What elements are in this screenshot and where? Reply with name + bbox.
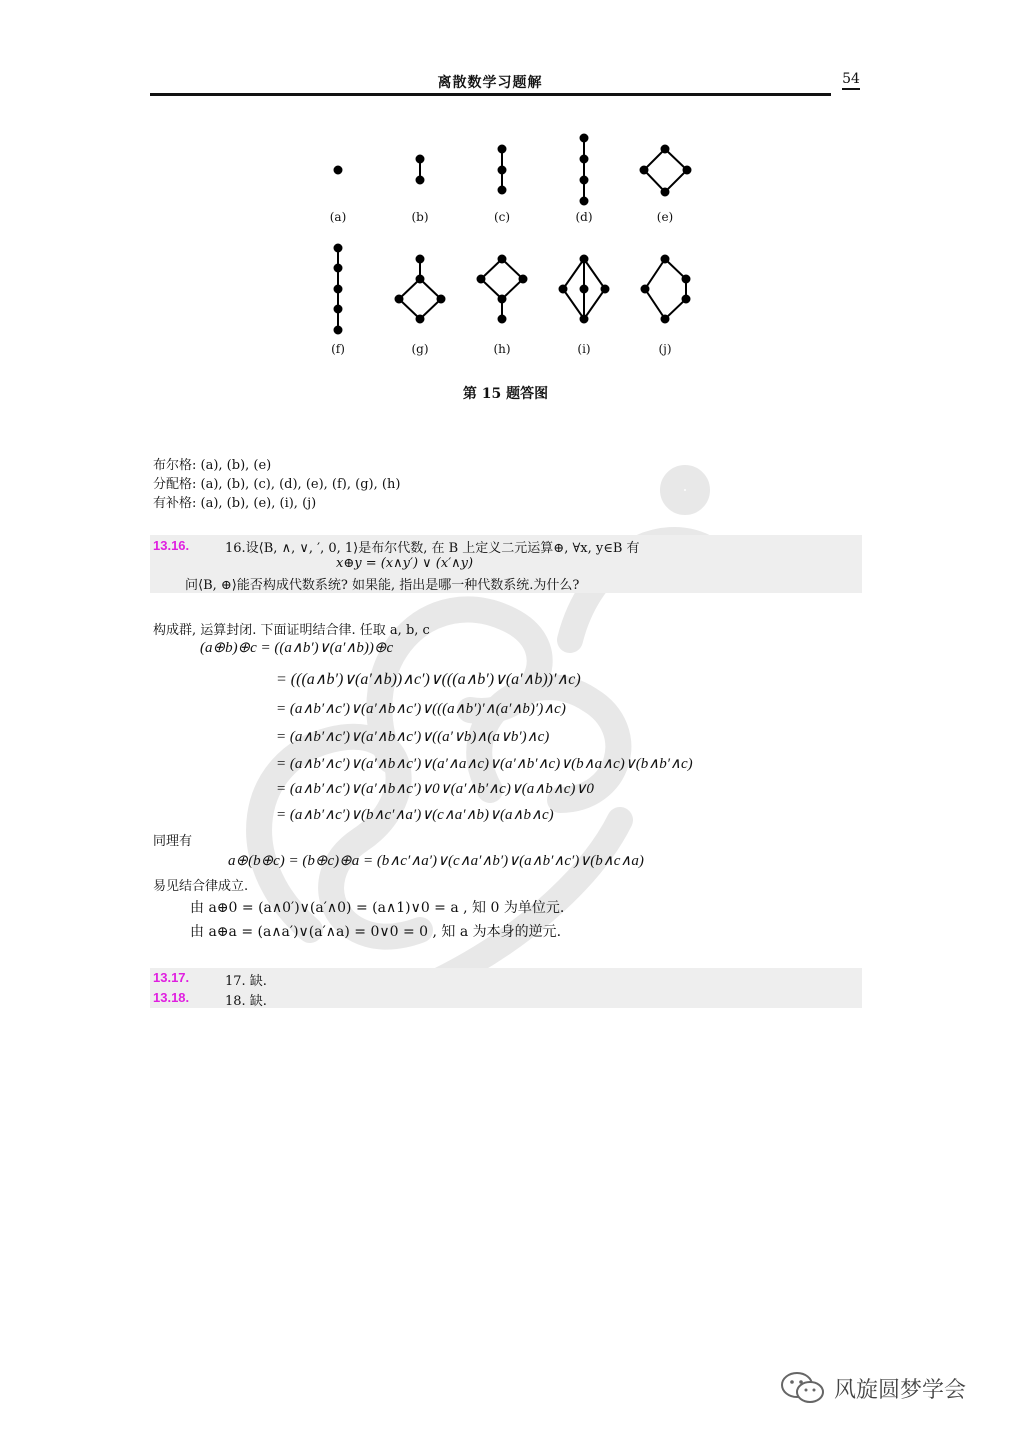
- proof-intro: 构成群, 运算封闭. 下面证明结合律. 任取 a, b, c: [153, 623, 430, 638]
- lattice-b-node: [417, 156, 424, 163]
- lattice-c-node: [499, 187, 506, 194]
- lattice-i-node: [602, 286, 609, 293]
- lattice-j-node: [683, 296, 690, 303]
- figure-label-a: (a): [329, 210, 347, 224]
- lattice-g-node: [417, 276, 424, 283]
- question-16-line3: 问⟨B, ⊕⟩能否构成代数系统? 如果能, 指出是哪一种代数系统.为什么?: [185, 578, 580, 593]
- figure-label-d: (d): [575, 210, 593, 224]
- lattice-f-node: [335, 265, 342, 272]
- lattice-f-node: [335, 306, 342, 313]
- lattice-i-node: [581, 316, 588, 323]
- lattice-b-node: [417, 177, 424, 184]
- figure-label-e: (e): [656, 210, 674, 224]
- answer-complemented-lattices: 有补格: (a), (b), (e), (i), (j): [153, 496, 317, 511]
- proof-equation-3: = (a∧b′∧c′)∨(a′∧b∧c′)∨((a′∨b)∧(a∨b′)∧c): [276, 729, 550, 745]
- lattice-h-node: [520, 276, 527, 283]
- figure-label-i: (i): [577, 342, 591, 356]
- lattice-d-node: [581, 156, 588, 163]
- lattice-h-node: [499, 296, 506, 303]
- footer-logo: [780, 1370, 966, 1406]
- lattice-g-node: [438, 296, 445, 303]
- proof-associativity: 易见结合律成立.: [153, 879, 249, 894]
- lattice-h-node: [499, 256, 506, 263]
- lattice-j-node: [642, 286, 649, 293]
- lattice-e-node: [641, 167, 648, 174]
- lattice-d-node: [581, 198, 588, 205]
- proof-equation-4: = (a∧b′∧c′)∨(a′∧b∧c′)∨(a′∧a∧c)∨(a′∧b′∧c)∨(b∧a∧c)∨(b∧b′∧c): [276, 756, 693, 772]
- page-header-title: 离散数学习题解: [437, 75, 543, 91]
- lattice-d-node: [581, 135, 588, 142]
- proof-equation-7: a⊕(b⊕c) = (b⊕c)⊕a = (b∧c′∧a′)∨(c∧a′∧b′)∨(a∧b′∧c′)∨(b∧c∧a): [228, 853, 644, 869]
- figure-label-b: (b): [411, 210, 429, 224]
- question-17-number: 13.17.: [153, 970, 190, 985]
- page-number: 54: [842, 71, 860, 90]
- question-16-formula: x⊕y = (x∧y′) ∨ (x′∧y): [336, 556, 474, 571]
- lattice-c-node: [499, 146, 506, 153]
- proof-identity-element: 由 a⊕0 = (a∧0′)∨(a′∧0) = (a∧1)∨0 = a , 知 0 为单位元.: [190, 900, 565, 916]
- proof-equation-1: = (((a∧b′)∨(a′∧b))∧c′)∨(((a∧b′)∨(a′∧b))′∧c): [276, 671, 581, 688]
- answer-distributive-lattices: 分配格: (a), (b), (c), (d), (e), (f), (g), (h): [153, 477, 401, 492]
- proof-equation-6: = (a∧b′∧c′)∨(b∧c′∧a′)∨(c∧a′∧b)∨(a∧b∧c): [276, 807, 554, 823]
- lattice-j-node: [662, 256, 669, 263]
- lattice-f-node: [335, 286, 342, 293]
- lattice-j-node: [683, 276, 690, 283]
- figure-label-c: (c): [493, 210, 511, 224]
- lattice-i-node: [581, 256, 588, 263]
- lattice-h-node: [478, 276, 485, 283]
- lattice-g-node: [417, 316, 424, 323]
- proof-equation-0: (a⊕b)⊕c = ((a∧b′)∨(a′∧b))⊕c: [200, 640, 394, 656]
- lattice-f-node: [335, 245, 342, 252]
- lattice-c-node: [499, 167, 506, 174]
- question-17-text: 17. 缺.: [225, 974, 267, 989]
- lattice-i-node: [560, 286, 567, 293]
- lattice-h-node: [499, 316, 506, 323]
- question-18-text: 18. 缺.: [225, 994, 267, 1009]
- lattice-g-node: [417, 256, 424, 263]
- lattice-g-node: [396, 296, 403, 303]
- lattice-d-node: [581, 177, 588, 184]
- proof-inverse-element: 由 a⊕a = (a∧a′)∨(a′∧a) = 0∨0 = 0 , 知 a 为本身的逆元.: [190, 924, 562, 940]
- lattice-e-node: [684, 167, 691, 174]
- proof-equation-5: = (a∧b′∧c′)∨(a′∧b∧c′)∨0∨(a′∧b′∧c)∨(a∧b∧c)∨0: [276, 781, 594, 797]
- footer-logo-text: 风旋圆梦学会: [834, 1377, 967, 1403]
- proof-similarly: 同理有: [153, 834, 193, 849]
- lattice-j-node: [662, 316, 669, 323]
- lattice-i-node: [581, 286, 588, 293]
- figure-label-f: (f): [331, 342, 345, 356]
- wechat-icon: [780, 1371, 826, 1405]
- lattice-f-node: [335, 327, 342, 334]
- question-16-line1: 16.设⟨B, ∧, ∨, ′, 0, 1⟩是布尔代数, 在 B 上定义二元运算⊕, ∀x, y∈B 有: [225, 541, 640, 556]
- proof-equation-2: = (a∧b′∧c′)∨(a′∧b∧c′)∨(((a∧b′)′∧(a′∧b)′)∧c): [276, 701, 566, 717]
- lattice-a-node: [335, 167, 342, 174]
- figure-label-j: (j): [658, 342, 672, 356]
- hasse-diagram-figure: [0, 0, 1011, 380]
- lattice-e-node: [662, 189, 669, 196]
- figure-caption: 第 15 题答图: [462, 386, 549, 402]
- question-16-number: 13.16.: [153, 538, 190, 553]
- lattice-e-node: [662, 146, 669, 153]
- figure-label-h: (h): [493, 342, 511, 356]
- answer-boolean-lattices: 布尔格: (a), (b), (e): [153, 458, 272, 473]
- figure-label-g: (g): [411, 342, 429, 356]
- question-18-number: 13.18.: [153, 990, 190, 1005]
